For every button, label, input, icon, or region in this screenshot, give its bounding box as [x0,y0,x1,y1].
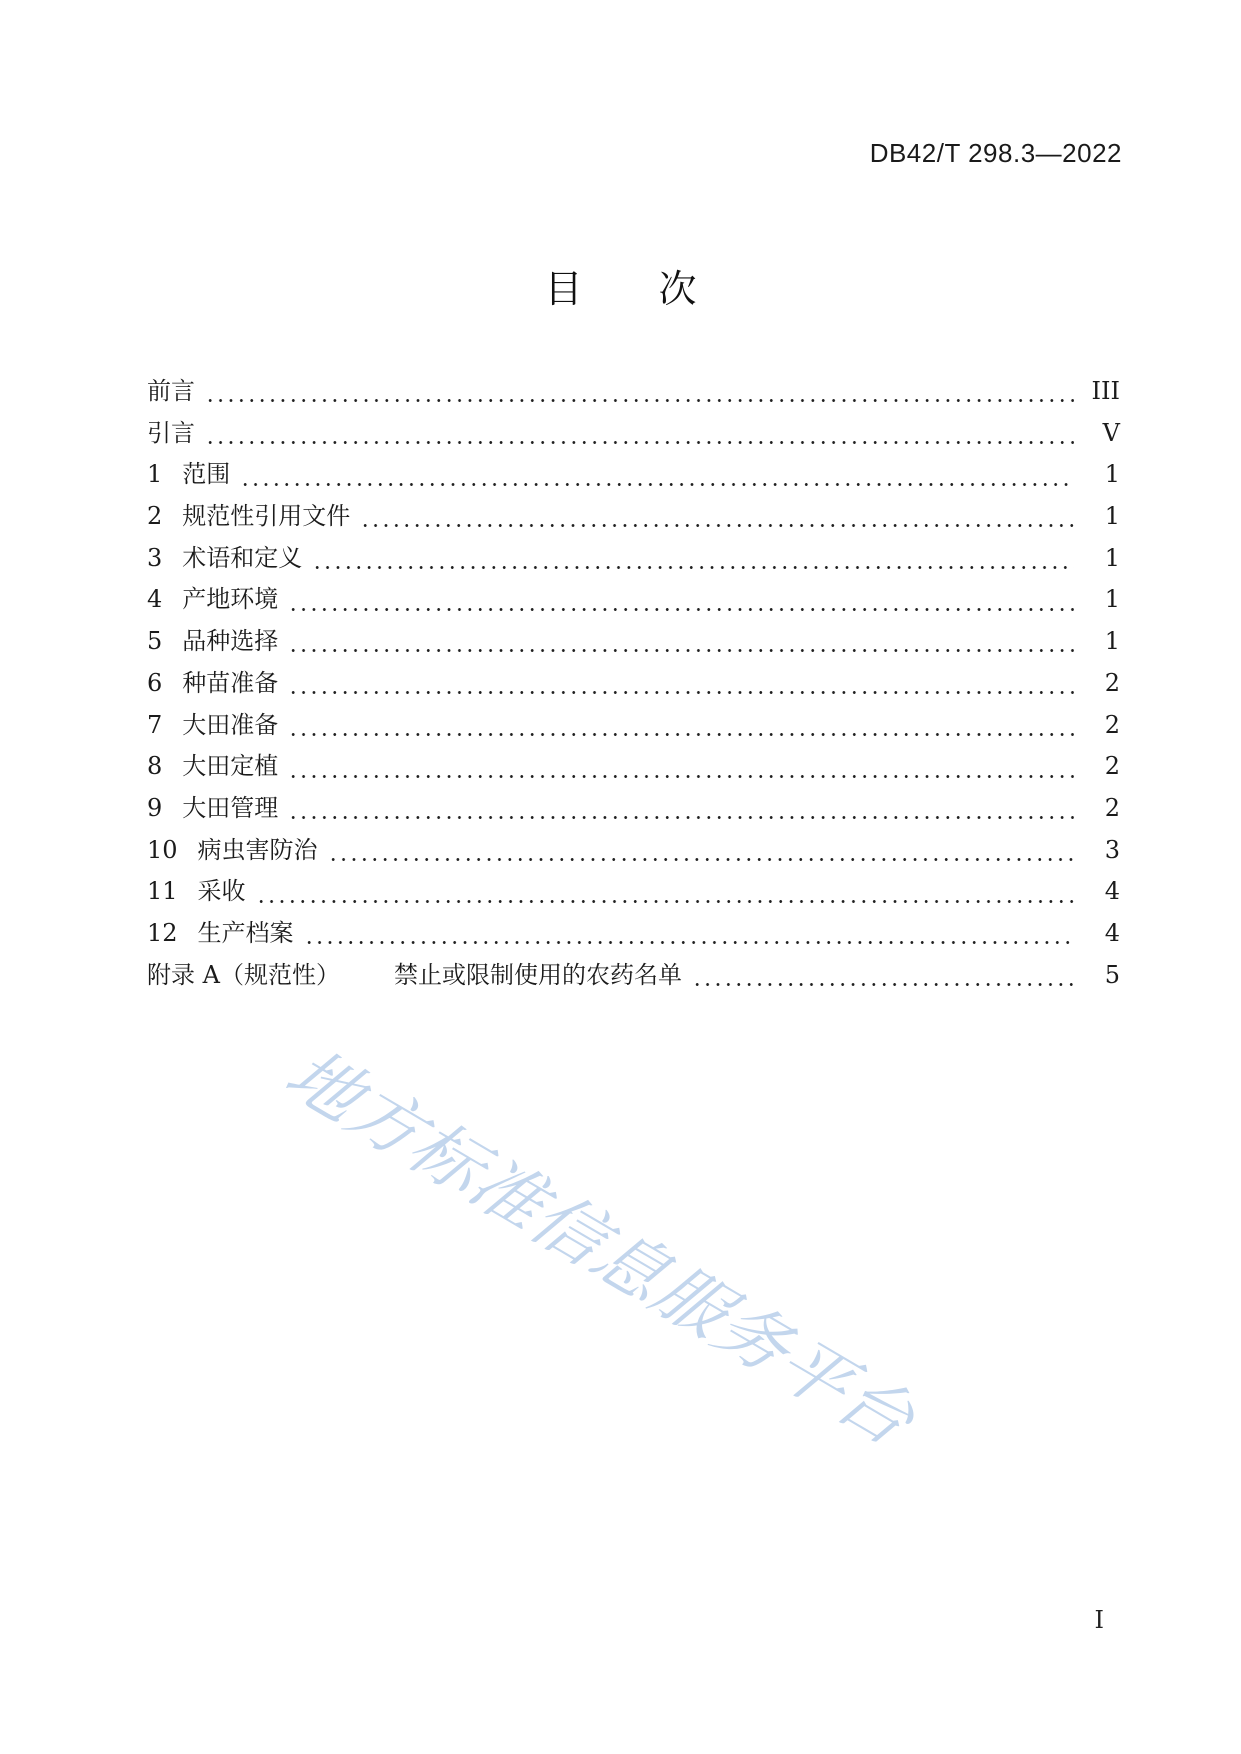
toc-leader-dots [288,816,1074,819]
toc-entry-page: 2 [1104,793,1120,822]
toc-entry [147,371,1120,413]
toc-entry-label: 术语和定义 [182,543,303,572]
toc-entry-number: 4 [147,585,163,614]
toc-entry-number: 12 [147,918,178,947]
toc-entry-page: 2 [1104,668,1120,697]
toc-entry-number: 5 [147,627,163,656]
toc-entry-page: 1 [1104,585,1120,614]
toc-entry-number: 3 [147,543,163,572]
toc-title: 目 次 [544,269,697,311]
toc-entry [147,746,1120,788]
toc-entry [147,538,1120,580]
toc-leader-dots [312,566,1074,569]
toc-entry [147,454,1120,496]
toc-entry-number: 10 [147,835,178,864]
toc-entry-number: 8 [147,752,163,781]
toc-entry-page: 1 [1104,627,1120,656]
toc-entry-label: 生产档案 [197,918,294,947]
toc-list [147,371,1120,996]
toc-entry-page: 3 [1104,835,1120,864]
toc-entry-label: 范围 [182,460,231,489]
toc-entry-page: 4 [1104,877,1120,906]
toc-entry-number: 9 [147,793,163,822]
toc-entry [147,705,1120,747]
toc-leader-dots [288,649,1074,652]
toc-leader-dots [288,775,1074,778]
toc-leader-dots [205,441,1074,444]
toc-entry-page: 1 [1104,460,1120,489]
toc-leader-dots [288,733,1074,736]
toc-entry-number: 11 [147,877,178,906]
toc-entry-page: 2 [1104,752,1120,781]
toc-entry-label: 产地环境 [182,585,279,614]
watermark-text: 地方标准信息服务平台 [269,1034,931,1461]
toc-entry [147,621,1120,663]
toc-entry [147,496,1120,538]
toc-entry-page: V [1102,418,1120,447]
toc-entry-label: 规范性引用文件 [182,502,351,531]
toc-leader-dots [692,983,1074,986]
toc-entry [147,413,1120,455]
toc-leader-dots [328,858,1074,861]
toc-entry-number: 7 [147,710,163,739]
page-number: I [1094,1606,1104,1634]
toc-entry-page: 4 [1104,918,1120,947]
toc-entry-page: 1 [1104,543,1120,572]
toc-entry [147,788,1120,830]
toc-entry-label: 大田定植 [182,752,279,781]
toc-entry-label: 引言 [147,418,195,447]
toc-entry-label: 采收 [197,877,246,906]
toc-entry-number: 1 [147,460,163,489]
toc-entry-number: 附录 A（规范性） [147,960,340,989]
toc-entry-page: 5 [1104,960,1120,989]
standard-number-header: DB42/T 298.3—2022 [869,138,1122,168]
toc-entry-label: 种苗准备 [182,668,279,697]
toc-leader-dots [240,483,1074,486]
toc-entry-number: 6 [147,668,163,697]
toc-entry [147,955,1120,997]
toc-leader-dots [205,399,1074,402]
toc-leader-dots [360,524,1074,527]
toc-entry-label: 品种选择 [182,627,279,656]
toc-entry-label: 禁止或限制使用的农药名单 [393,960,682,989]
toc-entry [147,579,1120,621]
toc-entry-label: 大田管理 [182,793,279,822]
toc-entry [147,830,1120,872]
toc-leader-dots [256,900,1074,903]
toc-entry [147,871,1120,913]
toc-entry-label: 病虫害防治 [197,835,318,864]
toc-entry-label: 前言 [147,377,195,405]
toc-entry [147,663,1120,705]
toc-entry-page: 1 [1104,502,1120,531]
toc-entry-number: 2 [147,502,163,531]
toc-leader-dots [288,691,1074,694]
toc-leader-dots [288,608,1074,611]
toc-entry-page: III [1091,377,1120,405]
toc-leader-dots [304,941,1074,944]
toc-entry-page: 2 [1104,710,1120,739]
toc-entry [147,913,1120,955]
toc-entry-label: 大田准备 [182,710,279,739]
